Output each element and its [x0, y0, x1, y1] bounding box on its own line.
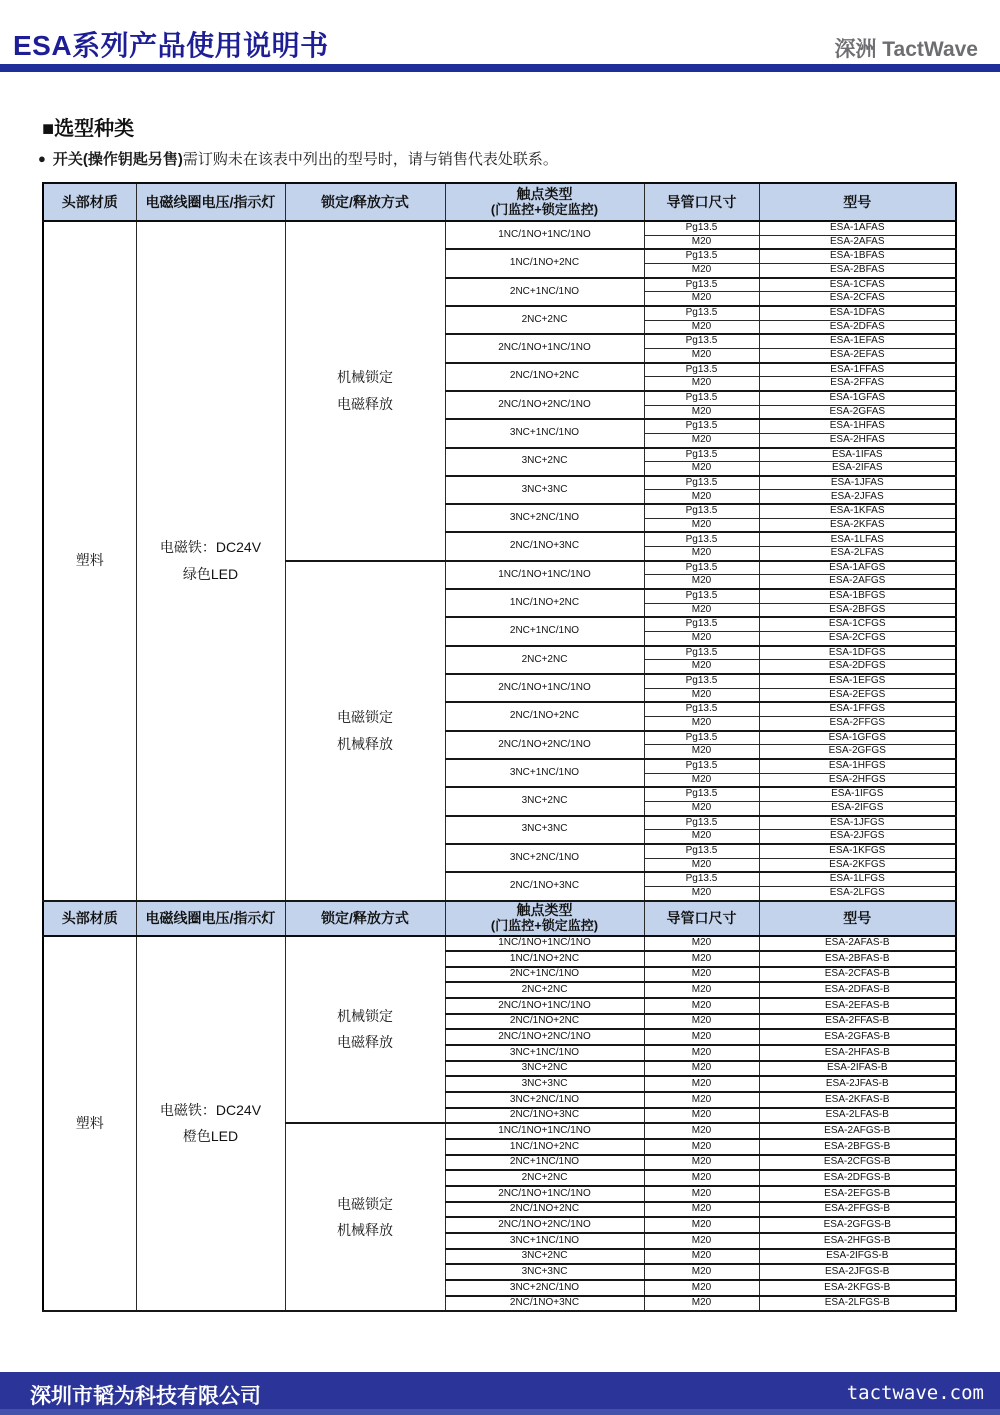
cell-model: ESA-1AFGS	[759, 561, 956, 575]
bullet-icon: ●	[38, 151, 46, 166]
cell-conduit: Pg13.5	[644, 731, 759, 745]
cell-model: ESA-2IFAS	[759, 462, 956, 476]
cell-contact: 3NC+2NC	[445, 448, 644, 476]
cell-conduit: M20	[644, 688, 759, 702]
cell-contact: 2NC+2NC	[445, 306, 644, 334]
cell-conduit: M20	[644, 773, 759, 787]
cell-model: ESA-1BFAS	[759, 249, 956, 263]
cell-model: ESA-2AFGS	[759, 575, 956, 589]
cell-model: ESA-1LFGS	[759, 872, 956, 886]
cell-contact: 2NC+1NC/1NO	[445, 967, 644, 983]
cell-conduit: M20	[644, 951, 759, 967]
cell-contact: 3NC+2NC/1NO	[445, 1092, 644, 1108]
cell-conduit: Pg13.5	[644, 278, 759, 292]
col-header-contact: 触点类型 (门监控+锁定监控)	[445, 901, 644, 936]
cell-coil: 电磁铁：DC24V 绿色LED	[136, 221, 285, 901]
cell-contact: 3NC+3NC	[445, 816, 644, 844]
cell-model: ESA-2GFAS-B	[759, 1029, 956, 1045]
cell-model: ESA-2KFGS-B	[759, 1280, 956, 1296]
cell-model: ESA-2EFAS	[759, 348, 956, 362]
cell-contact: 3NC+2NC	[445, 1249, 644, 1265]
col-header-coil: 电磁线圈电压/指示灯	[136, 901, 285, 936]
cell-contact: 2NC/1NO+3NC	[445, 532, 644, 560]
cell-conduit: Pg13.5	[644, 391, 759, 405]
col-header-lock: 锁定/释放方式	[285, 901, 445, 936]
cell-model: ESA-2DFGS	[759, 660, 956, 674]
cell-conduit: M20	[644, 1092, 759, 1108]
cell-model: ESA-1DFAS	[759, 306, 956, 320]
cell-contact: 1NC/1NO+2NC	[445, 951, 644, 967]
cell-contact: 1NC/1NO+1NC/1NO	[445, 936, 644, 952]
cell-contact: 2NC+2NC	[445, 646, 644, 674]
cell-conduit: M20	[644, 998, 759, 1014]
cell-contact: 3NC+1NC/1NO	[445, 419, 644, 447]
cell-model: ESA-1DFGS	[759, 646, 956, 660]
cell-conduit: M20	[644, 1264, 759, 1280]
cell-conduit: M20	[644, 858, 759, 872]
cell-model: ESA-2AFAS-B	[759, 936, 956, 952]
cell-model: ESA-2HFGS	[759, 773, 956, 787]
cell-conduit: M20	[644, 1186, 759, 1202]
cell-model: ESA-2KFGS	[759, 858, 956, 872]
cell-model: ESA-2LFAS	[759, 547, 956, 561]
cell-conduit: Pg13.5	[644, 617, 759, 631]
cell-conduit: M20	[644, 660, 759, 674]
cell-contact: 2NC/1NO+2NC	[445, 363, 644, 391]
cell-model: ESA-1IFGS	[759, 787, 956, 801]
header-divider-bar	[0, 64, 1000, 72]
footer-website: tactwave.com	[846, 1382, 984, 1404]
cell-contact: 2NC/1NO+2NC	[445, 1014, 644, 1030]
cell-conduit: Pg13.5	[644, 646, 759, 660]
cell-model: ESA-2EFGS	[759, 688, 956, 702]
cell-model: ESA-1JFAS	[759, 476, 956, 490]
cell-model: ESA-2IFGS-B	[759, 1249, 956, 1265]
cell-contact: 3NC+1NC/1NO	[445, 1045, 644, 1061]
cell-conduit: M20	[644, 490, 759, 504]
cell-conduit: Pg13.5	[644, 674, 759, 688]
table-row	[43, 936, 956, 952]
cell-model: ESA-2FFAS-B	[759, 1014, 956, 1030]
cell-conduit: Pg13.5	[644, 759, 759, 773]
cell-conduit: Pg13.5	[644, 419, 759, 433]
cell-conduit: M20	[644, 263, 759, 277]
cell-contact: 1NC/1NO+2NC	[445, 589, 644, 617]
cell-conduit: M20	[644, 575, 759, 589]
cell-contact: 3NC+3NC	[445, 476, 644, 504]
cell-model: ESA-2HFAS	[759, 433, 956, 447]
brand-logo: 深洲 TactWave	[834, 38, 978, 61]
cell-model: ESA-2JFAS-B	[759, 1076, 956, 1092]
cell-model: ESA-2FFGS-B	[759, 1202, 956, 1218]
cell-conduit: M20	[644, 1217, 759, 1233]
cell-conduit: Pg13.5	[644, 504, 759, 518]
cell-contact: 2NC+1NC/1NO	[445, 1155, 644, 1171]
cell-conduit: Pg13.5	[644, 816, 759, 830]
cell-model: ESA-1BFGS	[759, 589, 956, 603]
cell-conduit: Pg13.5	[644, 476, 759, 490]
cell-conduit: M20	[644, 1170, 759, 1186]
cell-conduit: M20	[644, 1155, 759, 1171]
cell-conduit: M20	[644, 377, 759, 391]
cell-conduit: Pg13.5	[644, 306, 759, 320]
cell-contact: 1NC/1NO+2NC	[445, 1139, 644, 1155]
cell-conduit: M20	[644, 1045, 759, 1061]
cell-contact: 2NC/1NO+2NC	[445, 702, 644, 730]
cell-conduit: M20	[644, 518, 759, 532]
cell-contact: 3NC+2NC/1NO	[445, 1280, 644, 1296]
cell-conduit: Pg13.5	[644, 532, 759, 546]
cell-contact: 1NC/1NO+2NC	[445, 249, 644, 277]
cell-conduit: Pg13.5	[644, 589, 759, 603]
cell-conduit: M20	[644, 603, 759, 617]
cell-contact: 3NC+3NC	[445, 1076, 644, 1092]
cell-model: ESA-2BFGS	[759, 603, 956, 617]
cell-conduit: Pg13.5	[644, 448, 759, 462]
cell-model: ESA-2GFAS	[759, 405, 956, 419]
cell-model: ESA-1FFAS	[759, 363, 956, 377]
cell-model: ESA-1EFGS	[759, 674, 956, 688]
cell-contact: 2NC+2NC	[445, 982, 644, 998]
col-header-conduit: 导管口尺寸	[644, 901, 759, 936]
selection-table	[42, 182, 957, 1312]
cell-model: ESA-1CFGS	[759, 617, 956, 631]
cell-model: ESA-2DFAS	[759, 320, 956, 334]
cell-conduit: Pg13.5	[644, 872, 759, 886]
cell-model: ESA-1IFAS	[759, 448, 956, 462]
cell-contact: 3NC+2NC	[445, 787, 644, 815]
order-note	[38, 148, 558, 169]
cell-model: ESA-2AFGS-B	[759, 1123, 956, 1139]
cell-conduit: M20	[644, 1076, 759, 1092]
cell-model: ESA-1EFAS	[759, 334, 956, 348]
cell-contact: 3NC+2NC/1NO	[445, 844, 644, 872]
cell-conduit: Pg13.5	[644, 363, 759, 377]
cell-model: ESA-2BFGS-B	[759, 1139, 956, 1155]
cell-model: ESA-1KFGS	[759, 844, 956, 858]
cell-conduit: M20	[644, 1123, 759, 1139]
footer-company: 深圳市韬为科技有限公司	[30, 1385, 261, 1408]
cell-model: ESA-2JFGS-B	[759, 1264, 956, 1280]
cell-contact: 2NC/1NO+1NC/1NO	[445, 334, 644, 362]
col-header-conduit: 导管口尺寸	[644, 183, 759, 221]
cell-contact: 2NC/1NO+1NC/1NO	[445, 1186, 644, 1202]
cell-model: ESA-2LFAS-B	[759, 1108, 956, 1124]
cell-contact: 3NC+2NC	[445, 1061, 644, 1077]
cell-conduit: M20	[644, 348, 759, 362]
cell-conduit: Pg13.5	[644, 334, 759, 348]
cell-model: ESA-1KFAS	[759, 504, 956, 518]
selection-table-body	[43, 183, 956, 1311]
cell-conduit: M20	[644, 235, 759, 249]
cell-model: ESA-2DFGS-B	[759, 1170, 956, 1186]
cell-lock: 电磁锁定 机械释放	[285, 1123, 445, 1311]
cell-model: ESA-1HFAS	[759, 419, 956, 433]
cell-contact: 2NC/1NO+3NC	[445, 1108, 644, 1124]
cell-conduit: Pg13.5	[644, 844, 759, 858]
section-title: ■选型种类	[42, 118, 135, 140]
cell-model: ESA-2EFGS-B	[759, 1186, 956, 1202]
cell-model: ESA-2JFAS	[759, 490, 956, 504]
cell-model: ESA-2HFAS-B	[759, 1045, 956, 1061]
col-header-material: 头部材质	[43, 183, 136, 221]
cell-contact: 2NC/1NO+2NC/1NO	[445, 1217, 644, 1233]
cell-contact: 2NC+1NC/1NO	[445, 617, 644, 645]
cell-conduit: M20	[644, 1061, 759, 1077]
cell-contact: 2NC/1NO+2NC	[445, 1202, 644, 1218]
cell-contact: 3NC+1NC/1NO	[445, 759, 644, 787]
cell-model: ESA-2KFAS-B	[759, 1092, 956, 1108]
cell-conduit: M20	[644, 462, 759, 476]
cell-contact: 2NC+2NC	[445, 1170, 644, 1186]
cell-material: 塑料	[43, 221, 136, 901]
page-footer	[0, 1372, 1000, 1415]
col-header-material: 头部材质	[43, 901, 136, 936]
cell-model: ESA-2KFAS	[759, 518, 956, 532]
table-row	[43, 221, 956, 235]
cell-model: ESA-2CFGS-B	[759, 1155, 956, 1171]
cell-model: ESA-1LFAS	[759, 532, 956, 546]
cell-conduit: M20	[644, 1108, 759, 1124]
cell-contact: 2NC+1NC/1NO	[445, 278, 644, 306]
cell-model: ESA-1HFGS	[759, 759, 956, 773]
cell-model: ESA-2BFAS	[759, 263, 956, 277]
cell-conduit: M20	[644, 405, 759, 419]
cell-contact: 3NC+1NC/1NO	[445, 1233, 644, 1249]
cell-lock: 机械锁定 电磁释放	[285, 221, 445, 561]
col-header-coil: 电磁线圈电压/指示灯	[136, 183, 285, 221]
cell-model: ESA-2IFAS-B	[759, 1061, 956, 1077]
cell-contact: 2NC/1NO+2NC/1NO	[445, 391, 644, 419]
cell-contact: 2NC/1NO+3NC	[445, 872, 644, 900]
cell-contact: 2NC/1NO+1NC/1NO	[445, 674, 644, 702]
cell-model: ESA-2BFAS-B	[759, 951, 956, 967]
cell-contact: 2NC/1NO+2NC/1NO	[445, 731, 644, 759]
cell-conduit: M20	[644, 967, 759, 983]
footer-strip	[0, 1409, 1000, 1415]
cell-model: ESA-2IFGS	[759, 801, 956, 815]
cell-conduit: M20	[644, 1280, 759, 1296]
cell-model: ESA-2CFGS	[759, 632, 956, 646]
cell-conduit: M20	[644, 632, 759, 646]
cell-contact: 2NC/1NO+3NC	[445, 1296, 644, 1312]
cell-conduit: M20	[644, 716, 759, 730]
cell-model: ESA-1CFAS	[759, 278, 956, 292]
cell-model: ESA-2FFAS	[759, 377, 956, 391]
cell-conduit: Pg13.5	[644, 787, 759, 801]
cell-model: ESA-2LFGS	[759, 886, 956, 900]
table-header-row	[43, 183, 956, 221]
cell-contact: 2NC/1NO+2NC/1NO	[445, 1029, 644, 1045]
cell-model: ESA-2GFGS-B	[759, 1217, 956, 1233]
cell-conduit: M20	[644, 1029, 759, 1045]
cell-conduit: M20	[644, 1014, 759, 1030]
cell-conduit: M20	[644, 886, 759, 900]
cell-conduit: M20	[644, 433, 759, 447]
cell-coil: 电磁铁：DC24V 橙色LED	[136, 936, 285, 1312]
table-header-row	[43, 901, 956, 936]
col-header-contact: 触点类型 (门监控+锁定监控)	[445, 183, 644, 221]
cell-model: ESA-1FFGS	[759, 702, 956, 716]
cell-conduit: M20	[644, 936, 759, 952]
cell-conduit: M20	[644, 292, 759, 306]
cell-conduit: M20	[644, 1202, 759, 1218]
cell-conduit: M20	[644, 547, 759, 561]
cell-conduit: M20	[644, 1296, 759, 1312]
cell-material: 塑料	[43, 936, 136, 1312]
order-note-bold: 开关(操作钥匙另售)	[52, 151, 183, 168]
col-header-model: 型号	[759, 901, 956, 936]
cell-lock: 机械锁定 电磁释放	[285, 936, 445, 1124]
cell-conduit: M20	[644, 830, 759, 844]
cell-conduit: M20	[644, 1139, 759, 1155]
cell-model: ESA-2DFAS-B	[759, 982, 956, 998]
col-header-lock: 锁定/释放方式	[285, 183, 445, 221]
cell-lock: 电磁锁定 机械释放	[285, 561, 445, 901]
cell-model: ESA-2JFGS	[759, 830, 956, 844]
cell-conduit: Pg13.5	[644, 249, 759, 263]
cell-model: ESA-2LFGS-B	[759, 1296, 956, 1312]
cell-conduit: Pg13.5	[644, 221, 759, 235]
cell-model: ESA-2CFAS	[759, 292, 956, 306]
cell-conduit: M20	[644, 982, 759, 998]
cell-model: ESA-2HFGS-B	[759, 1233, 956, 1249]
cell-contact: 3NC+2NC/1NO	[445, 504, 644, 532]
cell-model: ESA-1JFGS	[759, 816, 956, 830]
cell-model: ESA-2FFGS	[759, 716, 956, 730]
cell-contact: 3NC+3NC	[445, 1264, 644, 1280]
cell-contact: 1NC/1NO+1NC/1NO	[445, 221, 644, 249]
cell-model: ESA-1GFGS	[759, 731, 956, 745]
cell-model: ESA-2AFAS	[759, 235, 956, 249]
cell-conduit: M20	[644, 801, 759, 815]
cell-model: ESA-2EFAS-B	[759, 998, 956, 1014]
cell-contact: 1NC/1NO+1NC/1NO	[445, 1123, 644, 1139]
cell-model: ESA-1GFAS	[759, 391, 956, 405]
cell-conduit: Pg13.5	[644, 561, 759, 575]
cell-conduit: Pg13.5	[644, 702, 759, 716]
cell-conduit: M20	[644, 320, 759, 334]
cell-contact: 1NC/1NO+1NC/1NO	[445, 561, 644, 589]
cell-conduit: M20	[644, 1249, 759, 1265]
cell-conduit: M20	[644, 745, 759, 759]
col-header-model: 型号	[759, 183, 956, 221]
document-title: ESA系列产品使用说明书	[13, 30, 329, 61]
cell-conduit: M20	[644, 1233, 759, 1249]
cell-model: ESA-2GFGS	[759, 745, 956, 759]
cell-model: ESA-1AFAS	[759, 221, 956, 235]
cell-contact: 2NC/1NO+1NC/1NO	[445, 998, 644, 1014]
cell-model: ESA-2CFAS-B	[759, 967, 956, 983]
order-note-text: 需订购未在该表中列出的型号时，请与销售代表处联系。	[182, 152, 558, 168]
